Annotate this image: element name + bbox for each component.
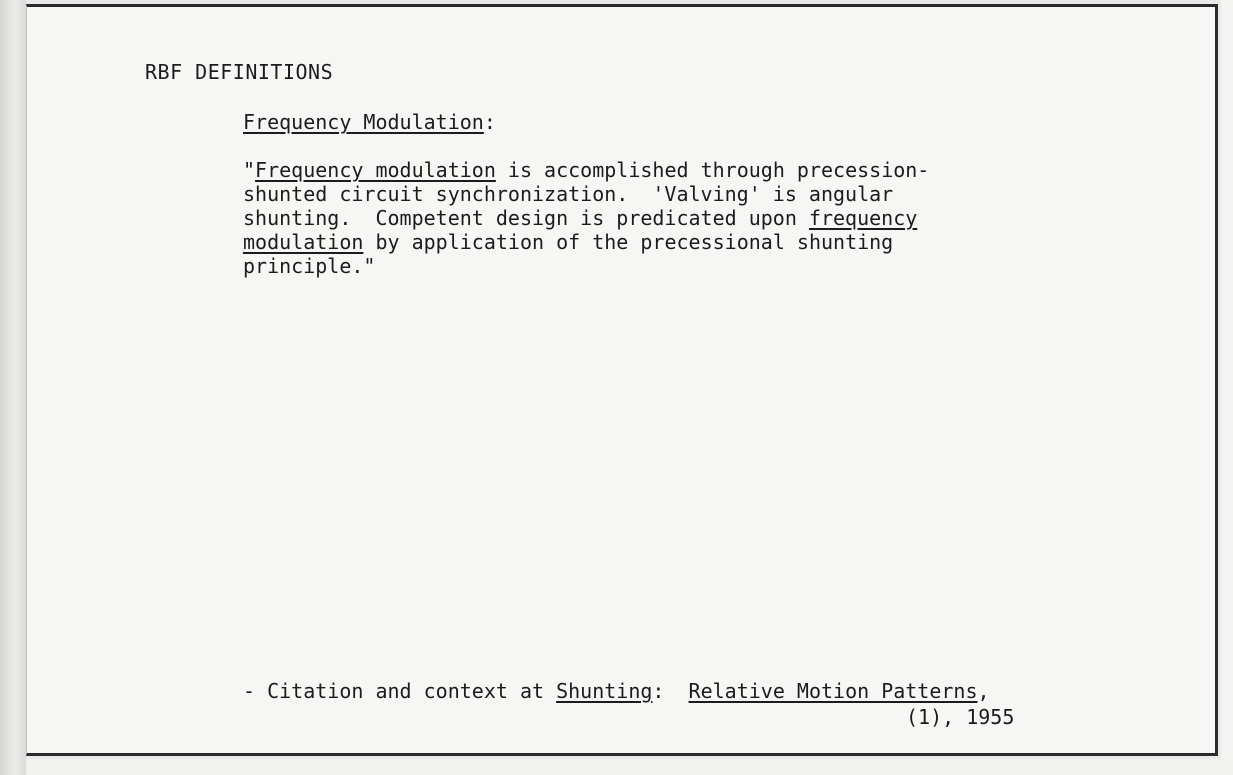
- page-title: RBF DEFINITIONS: [145, 60, 334, 84]
- quote-term-1: Frequency modulation: [255, 158, 496, 182]
- definition-quote: [243, 158, 929, 278]
- quote-line-2: shunted circuit synchronization. 'Valving' is angular: [243, 182, 894, 206]
- quote-term-3: modulation: [243, 230, 364, 254]
- citation-prefix: - Citation and context at: [243, 679, 557, 703]
- quote-line-1-rest: is accomplished through precession-: [495, 158, 930, 182]
- definition-heading: [243, 110, 496, 134]
- quote-open-mark: ": [243, 158, 256, 182]
- citation-trailing: ,: [977, 679, 990, 703]
- quote-line-5: principle.": [243, 254, 376, 278]
- left-margin-strip: [0, 0, 26, 775]
- quote-line-4-rest: by application of the precessional shunting: [363, 230, 894, 254]
- citation-source: Relative Motion Patterns: [688, 679, 978, 703]
- right-margin-strip: [1221, 0, 1233, 775]
- citation: [243, 679, 990, 703]
- definition-term-suffix: :: [483, 110, 496, 134]
- definition-term: Frequency Modulation: [243, 110, 484, 134]
- citation-topic: Shunting: [556, 679, 653, 703]
- index-card: [26, 4, 1218, 756]
- quote-term-2: frequency: [808, 206, 918, 230]
- citation-separator: :: [652, 679, 689, 703]
- citation-detail: (1), 1955: [906, 705, 1015, 729]
- bottom-margin-strip: [26, 759, 1233, 775]
- quote-line-3-pre: shunting. Competent design is predicated upon: [243, 206, 809, 230]
